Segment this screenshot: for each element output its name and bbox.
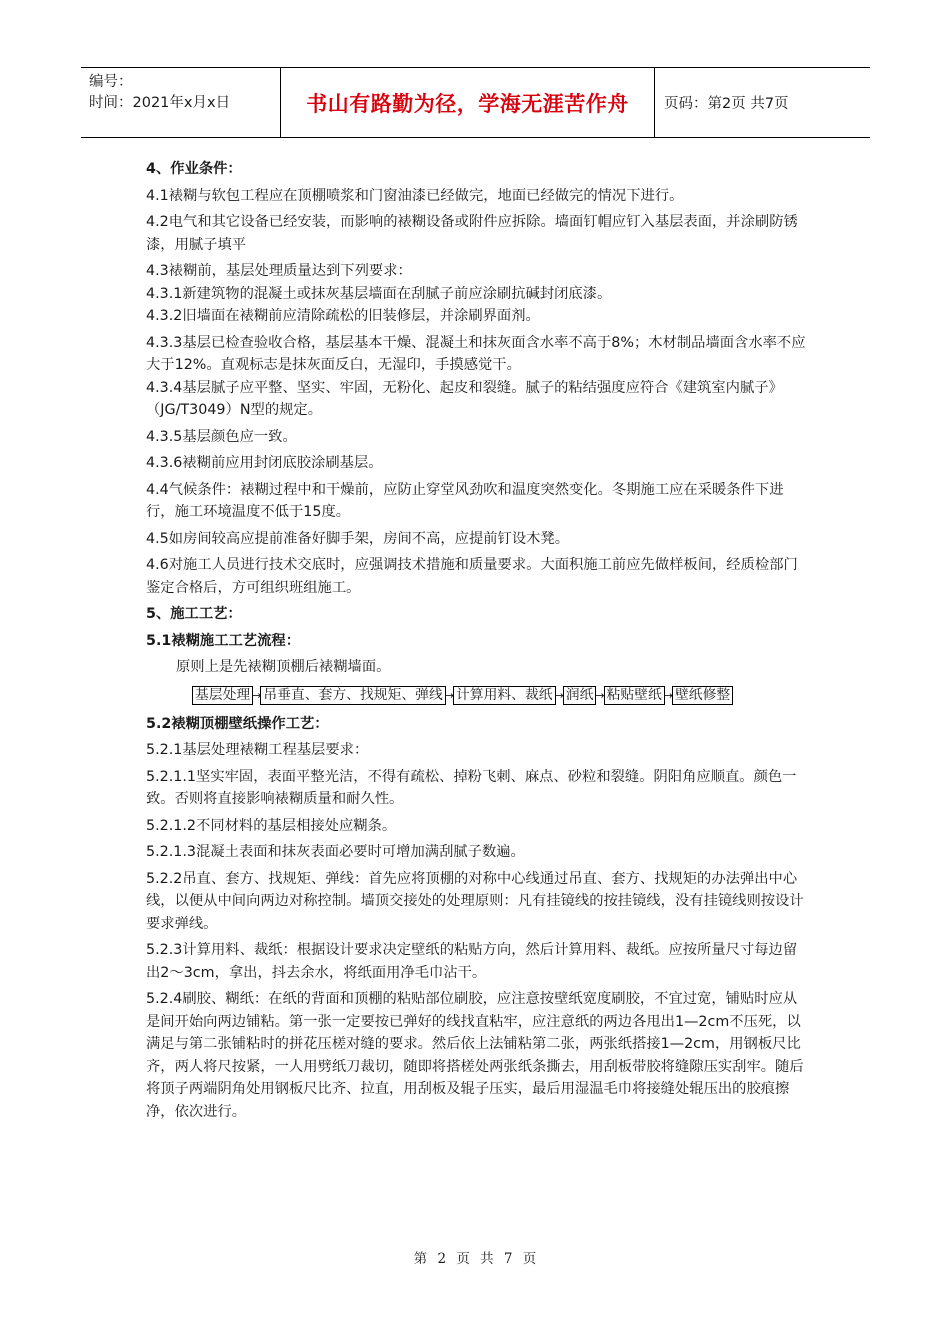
- flow-step: 基层处理: [192, 686, 253, 705]
- paragraph: 5.2.1.2不同材料的基层相接处应糊条。: [146, 817, 397, 834]
- paragraph: 5.2.1基层处理裱糊工程基层要求：: [146, 742, 369, 758]
- paragraph: 4.3.2旧墙面在裱糊前应清除疏松的旧装修层，并涂刷界面剂。: [146, 308, 540, 324]
- time-label: 时间：2021年x月x日: [89, 95, 231, 111]
- paragraph: 5.2.1.3混凝土表面和抹灰表面必要时可增加满刮腻子数遍。: [146, 844, 525, 860]
- paragraph: 4.4气候条件：裱糊过程中和干燥前，应防止穿堂风劲吹和温度突然变化。冬期施工应在采暖条件下进行，施工环境温度不低于15度。: [146, 481, 784, 520]
- page-header: [81, 67, 870, 138]
- section-4-title: 4、作业条件：: [146, 161, 242, 177]
- process-flow: [192, 686, 806, 705]
- serial-label: 编号：: [89, 74, 133, 90]
- paragraph: 4.2电气和其它设备已经安装，而影响的裱糊设备或附件应拆除。墙面钉帽应钉入基层表面，并涂刷防锈漆，用腻子填平: [146, 214, 798, 253]
- arrow-right-icon: →: [663, 688, 673, 702]
- header-meta: [81, 68, 281, 137]
- paragraph: 4.3裱糊前，基层处理质量达到下列要求：: [146, 263, 412, 279]
- paragraph: 5.2.1.1坚实牢固，表面平整光洁，不得有疏松、掉粉飞刺、麻点、砂粒和裂缝。阴阳角应顺直。颜色一致。否则将直接影响裱糊质量和耐久性。: [146, 768, 797, 807]
- paragraph: 5.2.2吊直、套方、找规矩、弹线：首先应将顶棚的对称中心线通过吊直、套方、找规矩的办法弹出中心线，以便从中间向两边对称控制。墙顶交接处的处理原则：凡有挂镜线的按挂镜线，没有挂镜线则按设计要求弹线。: [146, 870, 804, 932]
- paragraph: 4.6对施工人员进行技术交底时，应强调技术措施和质量要求。大面积施工前应先做样板间，经质检部门鉴定合格后，方可组织班组施工。: [146, 557, 798, 596]
- page-footer: 第 2 页 共 7 页: [413, 1251, 537, 1267]
- arrow-right-icon: →: [595, 688, 605, 702]
- paragraph: 4.3.3基层已检查验收合格，基层基本干燥、混凝土和抹灰面含水率不高于8%；木材制品墙面含水率不应大于12%。直观标志是抹灰面反白，无湿印，手摸感觉干。: [146, 334, 806, 373]
- document-body: [146, 158, 806, 1127]
- section-5-1-title: 5.1裱糊施工工艺流程：: [146, 632, 300, 649]
- paragraph: 5.2.4刷胶、糊纸：在纸的背面和顶棚的粘贴部位刷胶，应注意按壁纸宽度刷胶，不宜过宽，铺贴时应从是间开始向两边铺粘。第一张一定要按已弹好的线找直粘牢，应注意纸的两边各甩出1—2cm不压死，以满足与第二张铺粘时的拼花压槎对缝的要求。然后依上法铺粘第二张，两张纸搭接1—2cm，用钢板尺比齐，两人将尺按紧，一人用劈纸刀裁切，随即将搭槎处两张纸条撕去，用刮板带胶将缝隙压实刮牢。随后将顶子两端阴角处用钢板尺比齐、拉直，用刮板及辊子压实，最后用湿温毛巾将接缝处辊压出的胶痕擦净，依次进行。: [146, 991, 804, 1120]
- paragraph: 4.1裱糊与软包工程应在顶棚喷浆和门窗油漆已经做完，地面已经做完的情况下进行。: [146, 187, 684, 204]
- header-motto: 书山有路勤为径，学海无涯苦作舟: [281, 68, 655, 137]
- paragraph: 4.5如房间较高应提前准备好脚手架，房间不高，应提前钉设木凳。: [146, 530, 570, 547]
- section-5-title: 5、施工工艺：: [146, 606, 242, 622]
- arrow-right-icon: →: [444, 688, 454, 702]
- flow-step: 粘贴壁纸: [604, 686, 665, 705]
- paragraph: 4.3.4基层腻子应平整、坚实、牢固，无粉化、起皮和裂缝。腻子的粘结强度应符合《建筑室内腻子》（JG/T3049）N型的规定。: [146, 379, 783, 418]
- paragraph: 4.3.1新建筑物的混凝土或抹灰基层墙面在刮腻子前应涂刷抗碱封闭底漆。: [146, 285, 612, 302]
- flow-step: 润纸: [563, 686, 597, 705]
- flow-step: 计算用料、裁纸: [453, 686, 556, 705]
- paragraph: 5.2.3计算用料、裁纸：根据设计要求决定壁纸的粘贴方向，然后计算用料、裁纸。应按所量尺寸每边留出2～3cm，拿出，抖去余水，将纸面用净毛巾沾干。: [146, 942, 798, 981]
- arrow-right-icon: →: [554, 688, 564, 702]
- section-5-1-intro: 原则上是先裱糊顶棚后裱糊墙面。: [176, 659, 391, 675]
- header-page-info: 页码：第2页 共7页: [664, 96, 789, 112]
- paragraph: 4.3.6裱糊前应用封闭底胶涂刷基层。: [146, 455, 383, 471]
- flow-step: 吊垂直、套方、找规矩、弹线: [260, 686, 445, 705]
- section-5-2-title: 5.2裱糊顶棚壁纸操作工艺：: [146, 715, 329, 732]
- paragraph: 4.3.5基层颜色应一致。: [146, 428, 297, 445]
- flow-step: 壁纸修整: [672, 686, 733, 705]
- arrow-right-icon: →: [252, 688, 262, 702]
